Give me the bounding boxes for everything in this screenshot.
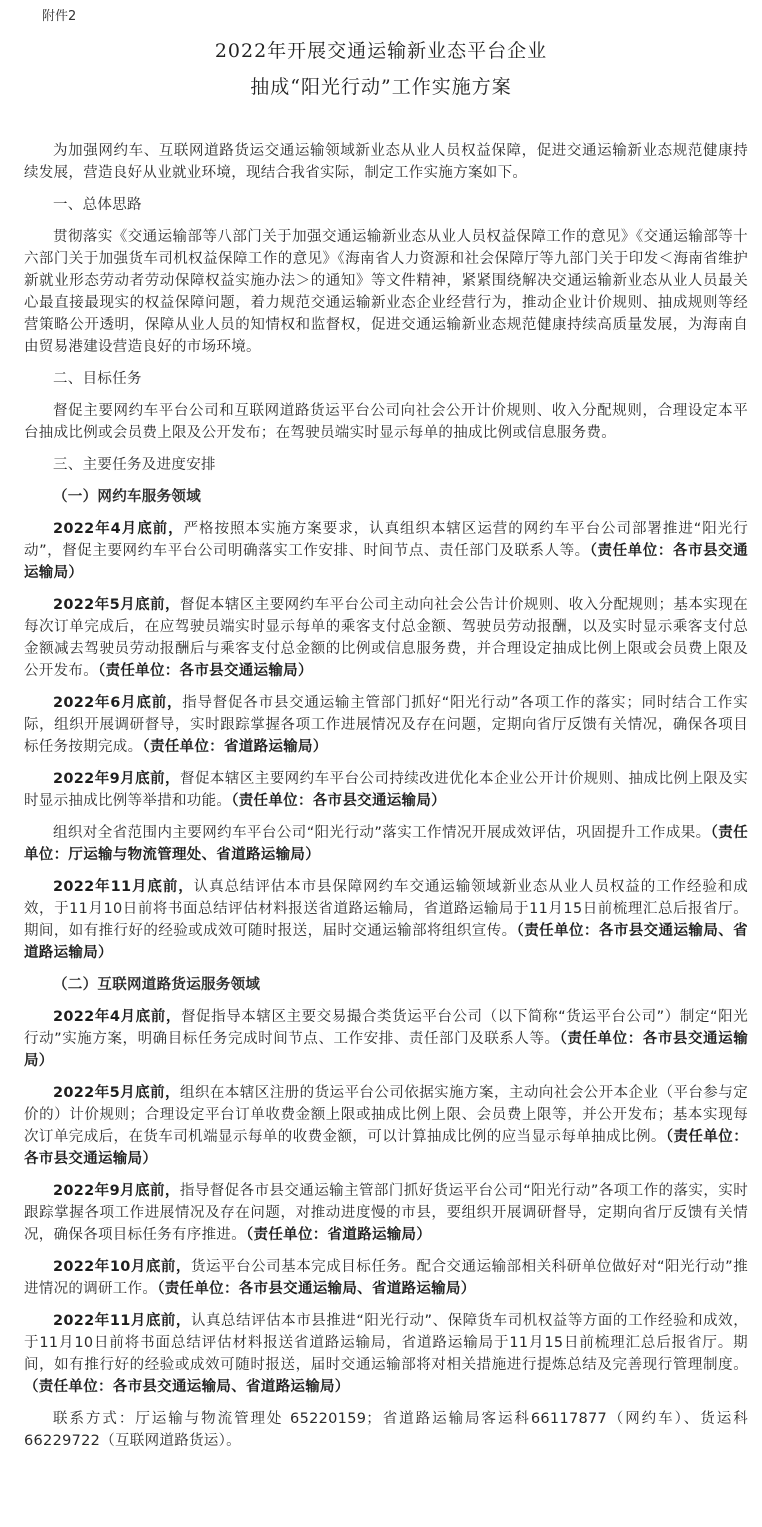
task-text: 督促本辖区主要网约车平台公司主动向社会公告计价规则、收入分配规则；基本实现在每次订单完成后，在应驾驶员端实时显示每单的乘客支付总金额、驾驶员劳动报酬，以及实时显示乘客支付总金额减去驾驶员劳动报酬后与乘客支付总金额的比例或信息服务费，并合理设定抽成比例上限或会员费上限及公开发布。 (24, 597, 748, 679)
task-text: 督促本辖区主要网约车平台公司持续改进优化本企业公开计价规则、抽成比例上限及实时显示抽成比例等举措和功能。 (24, 771, 748, 809)
section-heading-1: 一、总体思路 (53, 197, 142, 213)
task-paragraph (24, 876, 748, 964)
attachment-label: 附件2 (42, 9, 77, 24)
section-1-paragraph: 贯彻落实《交通运输部等八部门关于加强交通运输新业态从业人员权益保障工作的意见》《交通运输部等十六部门关于加强货车司机权益保障工作的意见》《海南省人力资源和社会保障厅等九部门关于印发＜海南省维护新就业形态劳动者劳动保障权益实施办法＞的通知》等文件精神，紧紧围绕解决交通运输新业态从业人员最关心最直接最现实的权益保障问题，着力规范交通运输新业态企业经营行为，推动企业计价规则、抽成规则等经营策略公开透明，保障从业人员的知情权和监督权，促进交通运输新业态规范健康持续高质量发展，为海南自由贸易港建设营造良好的市场环境。 (24, 229, 748, 355)
subsection-heading-ride-hailing: （一）网约车服务领域 (53, 489, 201, 505)
subsection-heading-freight: （二）互联网道路货运服务领域 (53, 977, 261, 993)
task-text: 货运平台公司基本完成目标任务。配合交通运输部相关科研单位做好对“阳光行动”推进情况的调研工作。 (24, 1259, 748, 1297)
task-date: 2022年11月底前， (53, 1313, 191, 1329)
task-paragraph (24, 822, 748, 866)
task-text: 严格按照本实施方案要求，认真组织本辖区运营的网约车平台公司部署推进“阳光行动”，督促主要网约车平台公司明确落实工作安排、时间节点、责任部门及联系人等。 (24, 521, 748, 559)
task-date: 2022年4月底前， (53, 1009, 181, 1025)
task-date: 2022年11月底前， (53, 879, 194, 895)
task-paragraph (24, 1256, 748, 1300)
section-heading-2: 二、目标任务 (53, 371, 142, 387)
task-date: 2022年6月底前， (53, 695, 183, 711)
task-paragraph (24, 1180, 748, 1246)
intro-paragraph: 为加强网约车、互联网道路货运交通运输领域新业态从业人员权益保障，促进交通运输新业态规范健康持续发展，营造良好从业就业环境，现结合我省实际，制定工作实施方案如下。 (24, 143, 748, 181)
task-paragraph (24, 692, 748, 758)
task-paragraph (24, 518, 748, 584)
task-responsible: （责任单位：省道路运输局） (142, 739, 328, 755)
task-text: 认真总结评估本市县保障网约车交通运输领域新业态从业人员权益的工作经验和成效，于11月10日前将书面总结评估材料报送省道路运输局，省道路运输局于11月15日前梳理汇总后报省厅。期间，如有推行好的经验或成效可随时报送，届时交通运输部将组织宣传。 (24, 879, 749, 939)
task-responsible: （责任单位：各市县交通运输局） (24, 543, 748, 581)
task-date: 2022年4月底前， (53, 521, 184, 537)
task-responsible: （责任单位：各市县交通运输局、省道路运输局） (24, 923, 748, 961)
task-responsible: （责任单位：各市县交通运输局、省道路运输局） (157, 1281, 476, 1297)
task-responsible: （责任单位：各市县交通运输局） (231, 793, 446, 809)
task-text: 督促指导本辖区主要交易撮合类货运平台公司（以下简称“货运平台公司”）制定“阳光行动”实施方案，明确目标任务完成时间节点、工作安排、责任部门及联系人等。 (24, 1009, 749, 1047)
task-paragraph (24, 1310, 748, 1398)
task-paragraph (24, 594, 748, 682)
contact-paragraph: 联系方式：厅运输与物流管理处 65220159；省道路运输局客运科66117877（网约车）、货运科66229722（互联网道路货运）。 (24, 1411, 748, 1449)
task-date: 2022年5月底前， (53, 1085, 181, 1101)
task-responsible: （责任单位：省道路运输局） (246, 1227, 432, 1243)
task-paragraph (24, 1082, 748, 1170)
document-body (24, 140, 748, 1462)
task-responsible: （责任单位：厅运输与物流管理处、省道路运输局） (24, 825, 748, 863)
task-date: 2022年5月底前， (53, 597, 181, 613)
task-text: 指导督促各市县交通运输主管部门抓好“阳光行动”各项工作的落实；同时结合工作实际，组织开展调研督导，实时跟踪掌握各项工作进展情况及存在问题，定期向省厅反馈有关情况，确保各项目标任务按期完成。 (24, 695, 748, 755)
task-text: 组织对全省范围内主要网约车平台公司“阳光行动”落实工作情况开展成效评估，巩固提升工作成果。 (53, 825, 711, 841)
task-text: 认真总结评估本市县推进“阳光行动”、保障货车司机权益等方面的工作经验和成效，于11月10日前将书面总结评估材料报送省道路运输局，省道路运输局于11月15日前梳理汇总后报省厅。期间，如有推行好的经验或成效可随时报送，届时交通运输部将对相关措施进行提炼总结及完善现行管理制度。 (24, 1313, 748, 1373)
task-text: 指导督促各市县交通运输主管部门抓好货运平台公司“阳光行动”各项工作的落实，实时跟踪掌握各项工作进展情况及存在问题，对推动进度慢的市县，要组织开展调研督导，定期向省厅反馈有关情况，确保各项目标任务有序推进。 (24, 1183, 748, 1243)
section-2-paragraph: 督促主要网约车平台公司和互联网道路货运平台公司向社会公开计价规则、收入分配规则，合理设定本平台抽成比例或会员费上限及公开发布；在驾驶员端实时显示每单的抽成比例或信息服务费。 (24, 403, 748, 441)
task-date: 2022年9月底前， (53, 771, 181, 787)
section-heading-3: 三、主要任务及进度安排 (53, 457, 216, 473)
task-date: 2022年9月底前， (53, 1183, 180, 1199)
task-responsible: （责任单位：各市县交通运输局、省道路运输局） (24, 1379, 350, 1395)
task-responsible: （责任单位：各市县交通运输局） (24, 1031, 749, 1069)
document-title-line2: 抽成“阳光行动”工作实施方案 (250, 76, 512, 98)
task-responsible: （责任单位：各市县交通运输局） (98, 663, 313, 679)
task-paragraph (24, 1006, 748, 1072)
task-paragraph (24, 768, 748, 812)
task-responsible: （责任单位：各市县交通运输局） (24, 1129, 748, 1167)
task-text: 组织在本辖区注册的货运平台公司依据实施方案，主动向社会公开本企业（平台参与定价的）计价规则；合理设定平台订单收费金额上限或抽成比例上限、会员费上限等，并公开发布；基本实现每次订单完成后，在货车司机端显示每单的收费金额，可以计算抽成比例的应当显示每单抽成比例。 (24, 1085, 748, 1145)
task-date: 2022年10月底前， (53, 1259, 191, 1275)
document-title-line1: 2022年开展交通运输新业态平台企业 (214, 40, 548, 62)
